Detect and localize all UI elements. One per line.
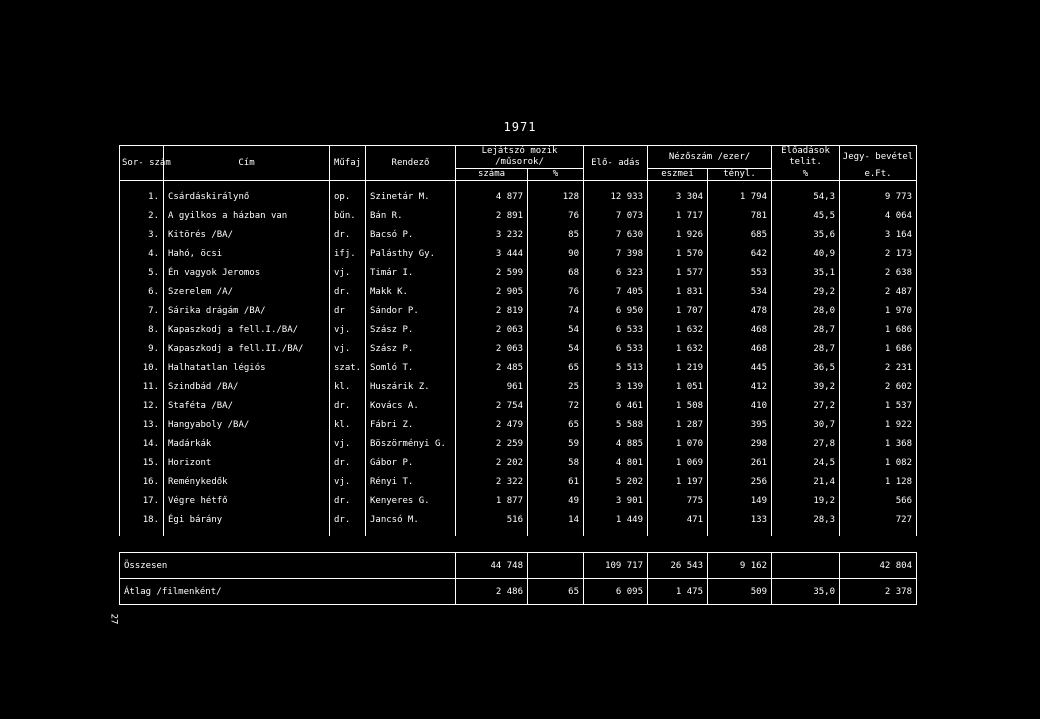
cell-bevetel: 2 487 — [840, 283, 917, 302]
cell-eloadas: 4 885 — [584, 435, 648, 454]
cell-telit: 35,1 — [772, 264, 840, 283]
cell-n: 15. — [120, 454, 164, 473]
table-row — [120, 207, 917, 226]
cell-cim: Madárkák — [164, 435, 330, 454]
cell-eszmei: 471 — [648, 511, 708, 536]
cell-pct: 65 — [528, 416, 584, 435]
cell-eloadas: 6 533 — [584, 321, 648, 340]
cell-rendezo: Rényi T. — [366, 473, 456, 492]
average-eszmei: 1 475 — [648, 579, 708, 605]
header-eloadas: Elő- adás — [584, 146, 648, 181]
cell-mufaj: dr. — [330, 492, 366, 511]
table-row — [120, 340, 917, 359]
cell-tenyl: 256 — [708, 473, 772, 492]
cell-tenyl: 642 — [708, 245, 772, 264]
cell-bevetel: 1 368 — [840, 435, 917, 454]
cell-szama: 2 599 — [456, 264, 528, 283]
cell-szama: 2 754 — [456, 397, 528, 416]
table-row — [120, 492, 917, 511]
cell-bevetel: 1 686 — [840, 321, 917, 340]
header-eft: e.Ft. — [840, 169, 917, 181]
cell-n: 8. — [120, 321, 164, 340]
page-number: 27 — [108, 613, 119, 625]
cell-tenyl: 478 — [708, 302, 772, 321]
table-row — [120, 416, 917, 435]
header-sorszam: Sor- szám — [120, 146, 164, 181]
table-row — [120, 181, 917, 208]
cell-bevetel: 566 — [840, 492, 917, 511]
cell-tenyl: 468 — [708, 340, 772, 359]
cell-tenyl: 468 — [708, 321, 772, 340]
cell-pct: 14 — [528, 511, 584, 536]
cell-eszmei: 1 287 — [648, 416, 708, 435]
cell-mufaj: dr. — [330, 226, 366, 245]
cell-rendezo: Timár I. — [366, 264, 456, 283]
cell-eloadas: 7 073 — [584, 207, 648, 226]
table-row — [120, 473, 917, 492]
cell-pct: 85 — [528, 226, 584, 245]
cell-tenyl: 149 — [708, 492, 772, 511]
cell-rendezo: Böszörményi G. — [366, 435, 456, 454]
cell-telit: 27,8 — [772, 435, 840, 454]
average-szama: 2 486 — [456, 579, 528, 605]
cell-eszmei: 1 570 — [648, 245, 708, 264]
cell-cim: Hahó, öcsi — [164, 245, 330, 264]
cell-telit: 28,3 — [772, 511, 840, 536]
cell-telit: 29,2 — [772, 283, 840, 302]
cell-telit: 30,7 — [772, 416, 840, 435]
cell-szama: 2 905 — [456, 283, 528, 302]
header-tenyl: tényl. — [708, 169, 772, 181]
cell-n: 5. — [120, 264, 164, 283]
cell-mufaj: vj. — [330, 340, 366, 359]
table-row — [120, 321, 917, 340]
cell-mufaj: op. — [330, 181, 366, 208]
table-row — [120, 226, 917, 245]
cell-cim: Csárdáskirálynő — [164, 181, 330, 208]
cell-rendezo: Kovács A. — [366, 397, 456, 416]
table-row — [120, 283, 917, 302]
cell-bevetel: 9 773 — [840, 181, 917, 208]
cell-mufaj: kl. — [330, 378, 366, 397]
cell-mufaj: dr — [330, 302, 366, 321]
cell-cim: Staféta /BA/ — [164, 397, 330, 416]
cell-cim: A gyilkos a házban van — [164, 207, 330, 226]
cell-telit: 54,3 — [772, 181, 840, 208]
cell-eloadas: 6 323 — [584, 264, 648, 283]
cell-n: 13. — [120, 416, 164, 435]
cell-mufaj: vj. — [330, 473, 366, 492]
films-table — [119, 145, 917, 536]
cell-telit: 40,9 — [772, 245, 840, 264]
cell-bevetel: 1 082 — [840, 454, 917, 473]
cell-rendezo: Jancsó M. — [366, 511, 456, 536]
cell-rendezo: Gábor P. — [366, 454, 456, 473]
cell-n: 2. — [120, 207, 164, 226]
cell-eszmei: 1 070 — [648, 435, 708, 454]
cell-bevetel: 1 686 — [840, 340, 917, 359]
cell-eszmei: 1 831 — [648, 283, 708, 302]
table-row — [120, 454, 917, 473]
cell-mufaj: ifj. — [330, 245, 366, 264]
cell-rendezo: Fábri Z. — [366, 416, 456, 435]
cell-rendezo: Szász P. — [366, 340, 456, 359]
header-rendezo: Rendező — [366, 146, 456, 181]
cell-pct: 49 — [528, 492, 584, 511]
header-eloadasok-pct: % — [772, 169, 840, 181]
cell-szama: 516 — [456, 511, 528, 536]
cell-rendezo: Kenyeres G. — [366, 492, 456, 511]
cell-tenyl: 410 — [708, 397, 772, 416]
cell-szama: 2 322 — [456, 473, 528, 492]
cell-rendezo: Szinetár M. — [366, 181, 456, 208]
cell-szama: 2 479 — [456, 416, 528, 435]
cell-cim: Kapaszkodj a fell.II./BA/ — [164, 340, 330, 359]
average-telit: 35,0 — [772, 579, 840, 605]
cell-n: 6. — [120, 283, 164, 302]
cell-pct: 76 — [528, 283, 584, 302]
cell-eloadas: 7 630 — [584, 226, 648, 245]
table-row — [120, 435, 917, 454]
cell-tenyl: 298 — [708, 435, 772, 454]
cell-cim: Végre hétfő — [164, 492, 330, 511]
cell-eloadas: 6 461 — [584, 397, 648, 416]
cell-szama: 2 202 — [456, 454, 528, 473]
cell-eszmei: 1 632 — [648, 340, 708, 359]
cell-bevetel: 1 537 — [840, 397, 917, 416]
cell-mufaj: dr. — [330, 454, 366, 473]
table-row — [120, 359, 917, 378]
cell-mufaj: bűn. — [330, 207, 366, 226]
totals-szama: 44 748 — [456, 553, 528, 579]
totals-eszmei: 26 543 — [648, 553, 708, 579]
totals-eloadas: 109 717 — [584, 553, 648, 579]
header-nezoszam: Nézőszám /ezer/ — [648, 146, 772, 169]
cell-cim: Reménykedők — [164, 473, 330, 492]
cell-szama: 3 232 — [456, 226, 528, 245]
cell-eszmei: 1 926 — [648, 226, 708, 245]
average-eloadas: 6 095 — [584, 579, 648, 605]
cell-cim: Kapaszkodj a fell.I./BA/ — [164, 321, 330, 340]
cell-n: 11. — [120, 378, 164, 397]
cell-pct: 72 — [528, 397, 584, 416]
cell-mufaj: vj. — [330, 435, 366, 454]
cell-telit: 24,5 — [772, 454, 840, 473]
cell-telit: 21,4 — [772, 473, 840, 492]
average-row — [120, 579, 917, 605]
cell-n: 7. — [120, 302, 164, 321]
cell-n: 3. — [120, 226, 164, 245]
cell-telit: 27,2 — [772, 397, 840, 416]
page-year: 1971 — [503, 120, 537, 134]
cell-bevetel: 3 164 — [840, 226, 917, 245]
totals-row — [120, 553, 917, 579]
cell-eloadas: 6 950 — [584, 302, 648, 321]
cell-cim: Én vagyok Jeromos — [164, 264, 330, 283]
table-row — [120, 397, 917, 416]
cell-tenyl: 1 794 — [708, 181, 772, 208]
cell-eszmei: 3 304 — [648, 181, 708, 208]
cell-tenyl: 685 — [708, 226, 772, 245]
cell-pct: 128 — [528, 181, 584, 208]
cell-szama: 2 063 — [456, 340, 528, 359]
cell-mufaj: vj. — [330, 264, 366, 283]
table-row — [120, 511, 917, 536]
cell-rendezo: Sándor P. — [366, 302, 456, 321]
cell-szama: 4 877 — [456, 181, 528, 208]
cell-tenyl: 395 — [708, 416, 772, 435]
header-eszmei: eszmei — [648, 169, 708, 181]
cell-eszmei: 1 632 — [648, 321, 708, 340]
cell-n: 14. — [120, 435, 164, 454]
cell-n: 12. — [120, 397, 164, 416]
cell-pct: 54 — [528, 321, 584, 340]
table-row — [120, 264, 917, 283]
cell-rendezo: Szász P. — [366, 321, 456, 340]
totals-pct — [528, 553, 584, 579]
header-eloadasok-telit: Előadások telit. — [772, 146, 840, 169]
cell-cim: Horizont — [164, 454, 330, 473]
cell-pct: 65 — [528, 359, 584, 378]
cell-tenyl: 412 — [708, 378, 772, 397]
cell-telit: 28,0 — [772, 302, 840, 321]
cell-pct: 68 — [528, 264, 584, 283]
cell-bevetel: 2 173 — [840, 245, 917, 264]
cell-szama: 3 444 — [456, 245, 528, 264]
cell-eszmei: 1 508 — [648, 397, 708, 416]
cell-eloadas: 3 901 — [584, 492, 648, 511]
header-mufaj: Műfaj — [330, 146, 366, 181]
cell-rendezo: Bacsó P. — [366, 226, 456, 245]
cell-tenyl: 534 — [708, 283, 772, 302]
totals-tenyl: 9 162 — [708, 553, 772, 579]
table-row — [120, 302, 917, 321]
cell-pct: 59 — [528, 435, 584, 454]
cell-pct: 76 — [528, 207, 584, 226]
totals-label: Összesen — [120, 553, 456, 579]
average-tenyl: 509 — [708, 579, 772, 605]
cell-eszmei: 1 577 — [648, 264, 708, 283]
cell-eloadas: 5 202 — [584, 473, 648, 492]
cell-tenyl: 261 — [708, 454, 772, 473]
cell-eszmei: 1 197 — [648, 473, 708, 492]
cell-rendezo: Huszárik Z. — [366, 378, 456, 397]
cell-bevetel: 2 602 — [840, 378, 917, 397]
average-label: Átlag /filmenként/ — [120, 579, 456, 605]
cell-eloadas: 3 139 — [584, 378, 648, 397]
cell-cim: Szerelem /A/ — [164, 283, 330, 302]
cell-eloadas: 4 801 — [584, 454, 648, 473]
summary-table — [119, 552, 917, 605]
cell-szama: 1 877 — [456, 492, 528, 511]
cell-bevetel: 4 064 — [840, 207, 917, 226]
cell-n: 4. — [120, 245, 164, 264]
cell-pct: 54 — [528, 340, 584, 359]
cell-n: 17. — [120, 492, 164, 511]
cell-eszmei: 1 717 — [648, 207, 708, 226]
cell-n: 1. — [120, 181, 164, 208]
cell-cim: Hangyaboly /BA/ — [164, 416, 330, 435]
header-szama: száma — [456, 169, 528, 181]
cell-mufaj: dr. — [330, 397, 366, 416]
cell-eszmei: 775 — [648, 492, 708, 511]
cell-tenyl: 781 — [708, 207, 772, 226]
cell-eszmei: 1 219 — [648, 359, 708, 378]
cell-telit: 19,2 — [772, 492, 840, 511]
cell-bevetel: 1 128 — [840, 473, 917, 492]
average-bevetel: 2 378 — [840, 579, 917, 605]
cell-eszmei: 1 707 — [648, 302, 708, 321]
cell-szama: 2 259 — [456, 435, 528, 454]
table-row — [120, 245, 917, 264]
cell-pct: 90 — [528, 245, 584, 264]
cell-mufaj: kl. — [330, 416, 366, 435]
cell-telit: 45,5 — [772, 207, 840, 226]
cell-pct: 74 — [528, 302, 584, 321]
cell-eloadas: 7 398 — [584, 245, 648, 264]
cell-eszmei: 1 051 — [648, 378, 708, 397]
cell-mufaj: dr. — [330, 283, 366, 302]
totals-telit — [772, 553, 840, 579]
cell-eloadas: 1 449 — [584, 511, 648, 536]
cell-cim: Sárika drágám /BA/ — [164, 302, 330, 321]
header-jegybevetel: Jegy- bevétel — [840, 146, 917, 169]
cell-mufaj: szat. — [330, 359, 366, 378]
cell-szama: 961 — [456, 378, 528, 397]
cell-pct: 61 — [528, 473, 584, 492]
cell-eszmei: 1 069 — [648, 454, 708, 473]
cell-rendezo: Somló T. — [366, 359, 456, 378]
header-pct: % — [528, 169, 584, 181]
cell-eloadas: 5 513 — [584, 359, 648, 378]
cell-pct: 58 — [528, 454, 584, 473]
cell-n: 16. — [120, 473, 164, 492]
cell-n: 9. — [120, 340, 164, 359]
totals-bevetel: 42 804 — [840, 553, 917, 579]
cell-tenyl: 553 — [708, 264, 772, 283]
cell-eloadas: 6 533 — [584, 340, 648, 359]
cell-rendezo: Bán R. — [366, 207, 456, 226]
cell-szama: 2 485 — [456, 359, 528, 378]
cell-szama: 2 063 — [456, 321, 528, 340]
cell-eloadas: 12 933 — [584, 181, 648, 208]
cell-tenyl: 445 — [708, 359, 772, 378]
cell-szama: 2 819 — [456, 302, 528, 321]
cell-bevetel: 727 — [840, 511, 917, 536]
header-cim: Cím — [164, 146, 330, 181]
cell-bevetel: 1 970 — [840, 302, 917, 321]
cell-telit: 36,5 — [772, 359, 840, 378]
cell-cim: Szindbád /BA/ — [164, 378, 330, 397]
cell-n: 18. — [120, 511, 164, 536]
cell-rendezo: Palásthy Gy. — [366, 245, 456, 264]
cell-cim: Égi bárány — [164, 511, 330, 536]
cell-szama: 2 891 — [456, 207, 528, 226]
cell-telit: 28,7 — [772, 340, 840, 359]
cell-mufaj: vj. — [330, 321, 366, 340]
cell-bevetel: 2 638 — [840, 264, 917, 283]
cell-tenyl: 133 — [708, 511, 772, 536]
cell-cim: Halhatatlan légiós — [164, 359, 330, 378]
cell-bevetel: 2 231 — [840, 359, 917, 378]
header-lejatszo: Lejátszó mozik /műsorok/ — [456, 146, 584, 169]
cell-telit: 35,6 — [772, 226, 840, 245]
cell-telit: 39,2 — [772, 378, 840, 397]
cell-bevetel: 1 922 — [840, 416, 917, 435]
cell-n: 10. — [120, 359, 164, 378]
table-row — [120, 378, 917, 397]
cell-telit: 28,7 — [772, 321, 840, 340]
cell-cim: Kitörés /BA/ — [164, 226, 330, 245]
cell-rendezo: Makk K. — [366, 283, 456, 302]
cell-mufaj: dr. — [330, 511, 366, 536]
cell-eloadas: 7 405 — [584, 283, 648, 302]
cell-pct: 25 — [528, 378, 584, 397]
average-pct: 65 — [528, 579, 584, 605]
cell-eloadas: 5 588 — [584, 416, 648, 435]
